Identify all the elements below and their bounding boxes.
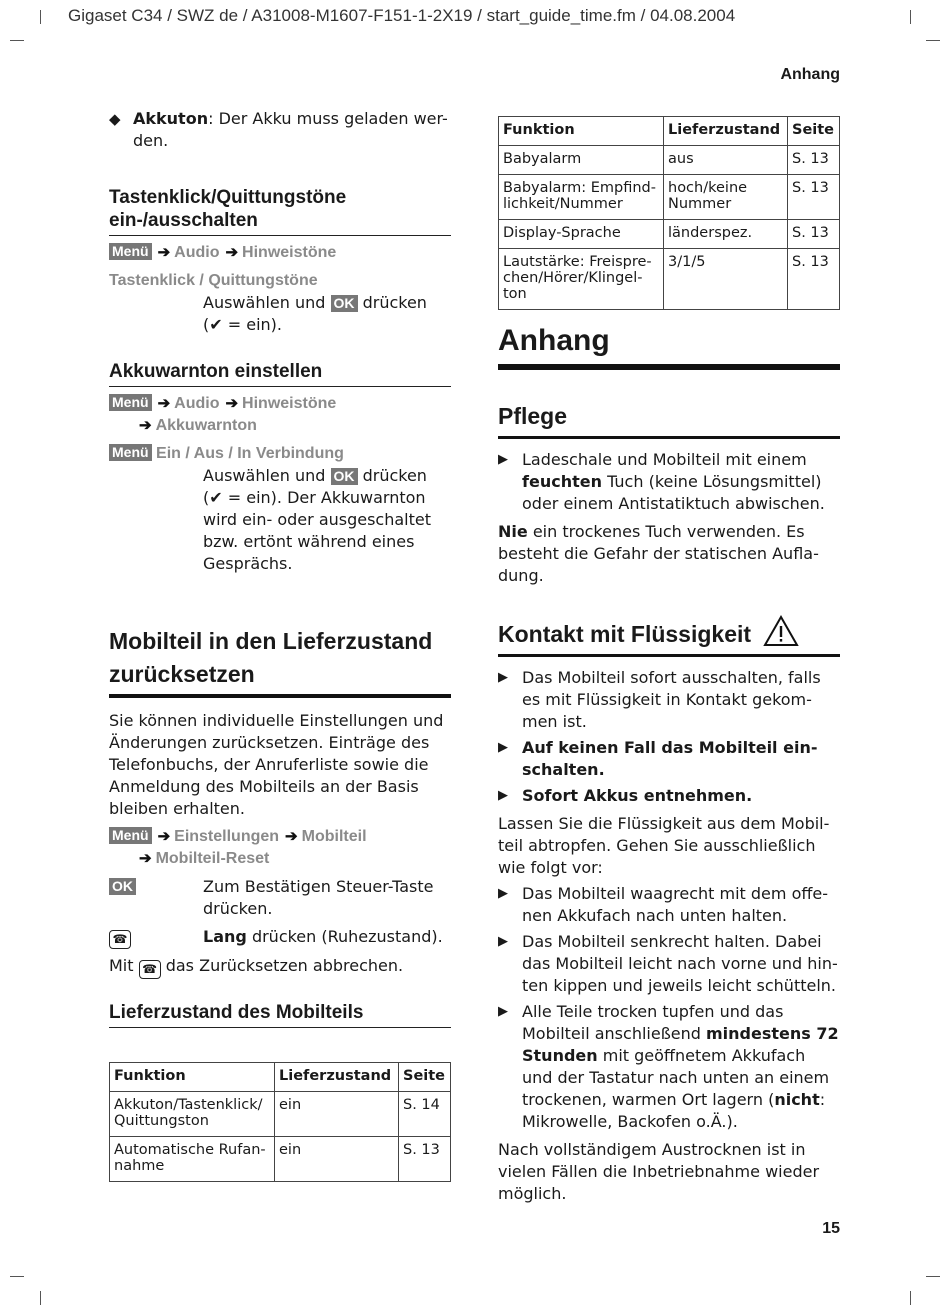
option-list: Menü Ein / Aus / In Verbindung [109, 443, 451, 465]
arrow-right-icon: ➔ [157, 244, 171, 261]
list-item: ▶ Auf keinen Fall das Mobilteil ein-schalten. [498, 738, 818, 779]
arrow-right-icon: ➔ [225, 244, 239, 261]
table-row: Automatische Rufan-nahme ein S. 13 [110, 1137, 451, 1182]
arrow-right-icon: ➔ [139, 850, 152, 867]
end-call-key-icon: ☎ [109, 930, 131, 949]
section-title: Tastenklick/Quittungstöne ein-/ausschalten [109, 186, 451, 236]
arrow-right-icon: ➔ [285, 828, 298, 845]
menu-path [109, 826, 451, 870]
paragraph: Nach vollständigem Austrocknen ist in vielen Fällen die Inbetriebnahme wieder möglich. [498, 1140, 820, 1203]
akkuton-term: Akkuton [133, 109, 209, 128]
menu-item: Audio [174, 244, 220, 261]
instruction: Auswählen und OK drücken (✔ = ein). Der Akkuwarnton wird ein- oder ausgeschaltet bzw. ertönt während eines Gesprächs. [203, 466, 432, 573]
menu-path [109, 393, 451, 437]
cancel-note: Mit ☎ das Zurücksetzen abbrechen. [109, 955, 451, 979]
end-call-key-icon: ☎ [139, 960, 161, 979]
option: In Verbindung [237, 445, 344, 462]
instruction: Auswählen und OK drücken (✔ = ein). [203, 293, 427, 334]
menu-item: Mobilteil-Reset [155, 850, 270, 867]
menu-item: Akkuwarnton [155, 417, 257, 434]
ok-key: OK [331, 468, 358, 485]
paragraph: Sie können individuelle Einstellungen und Änderungen zurücksetzen. Einträge des Telefonbuchs, der Anruferliste sowie die Anmeldung des Mobilteils an der Basis bleiben erhalten. [109, 711, 444, 818]
option: Ein [156, 445, 181, 462]
menu-path [109, 242, 451, 264]
key-instruction: ☎ Lang drücken (Ruhezustand). [109, 926, 451, 949]
menu-key: Menü [109, 827, 152, 844]
akkuton-text: : Der Akku muss geladen wer-den. [133, 109, 448, 150]
page-number: 15 [822, 1220, 840, 1237]
list-item: ▶ Das Mobilteil senkrecht halten. Dabei das Mobilteil leicht nach vorne und hin-ten kippen und jeweils leicht schütteln. [498, 932, 838, 995]
right-column [498, 116, 840, 1205]
option-list: Tastenklick / Quittungstöne [109, 272, 318, 289]
left-column [109, 108, 451, 1182]
menu-item: Mobilteil [301, 828, 367, 845]
table-header-row: Funktion Lieferzustand Seite [110, 1063, 451, 1092]
arrow-right-icon: ➔ [157, 395, 171, 412]
table-header-row: Funktion Lieferzustand Seite [499, 117, 840, 146]
crop-mark [910, 10, 911, 24]
menu-key: Menü [109, 243, 152, 260]
default-settings-table [109, 1062, 451, 1182]
triangle-bullet-icon: ▶ [498, 740, 508, 755]
triangle-bullet-icon: ▶ [498, 886, 508, 901]
paragraph: Nie ein trockenes Tuch verwenden. Es besteht die Gefahr der statischen Aufla-dung. [498, 522, 819, 585]
list-item: ▶ Sofort Akkus entnehmen. [498, 786, 753, 805]
menu-item: Audio [174, 395, 220, 412]
option: Aus [193, 445, 224, 462]
menu-item: Hinweistöne [242, 395, 337, 412]
arrow-right-icon: ➔ [225, 395, 239, 412]
triangle-bullet-icon: ▶ [498, 670, 508, 685]
list-item: ▶ Alle Teile trocken tupfen und das Mobilteil anschließend mindestens 72 Stunden mit geöffnetem Akkufach und der Tastatur nach unten an einem trockenen, warmen Ort lagern (nicht: Mikrowelle, Backofen o.Ä.). [498, 1002, 839, 1131]
table-row: Babyalarm: Empfind-lichkeit/Nummer hoch/keine Nummer S. 13 [499, 175, 840, 220]
running-header: Gigaset C34 / SWZ de / A31008-M1607-F151-1-2X19 / start_guide_time.fm / 04.08.2004 [68, 6, 736, 25]
crop-mark [10, 1276, 24, 1277]
chapter-title: Anhang [498, 322, 840, 370]
crop-mark [40, 10, 41, 24]
triangle-bullet-icon: ▶ [498, 934, 508, 949]
arrow-right-icon: ➔ [157, 828, 171, 845]
list-item: ▶ Das Mobilteil waagrecht mit dem offe-nen Akkufach nach unten halten. [498, 884, 828, 925]
section-title: Kontakt mit Flüssigkeit [498, 615, 840, 657]
triangle-bullet-icon: ▶ [498, 452, 508, 467]
menu-item: Einstellungen [174, 828, 280, 845]
checkmark-icon: ✔ [209, 488, 223, 507]
paragraph: Lassen Sie die Flüssigkeit aus dem Mobil-teil abtropfen. Gehen Sie ausschließlich wie folgt vor: [498, 814, 830, 877]
crop-mark [10, 40, 24, 41]
instruction: Zum Bestätigen Steuer-Taste drücken. [203, 877, 434, 918]
crop-mark [910, 1291, 911, 1305]
section-title: Pflege [498, 400, 840, 439]
option: Quittungstöne [208, 272, 318, 289]
menu-key: Menü [109, 394, 152, 411]
arrow-right-icon: ➔ [139, 417, 152, 434]
option: Tastenklick [109, 272, 195, 289]
menu-item: Hinweistöne [242, 244, 337, 261]
warning-triangle-icon [763, 615, 799, 647]
ok-key: OK [331, 295, 358, 312]
triangle-bullet-icon: ▶ [498, 788, 508, 803]
crop-mark [926, 1276, 940, 1277]
key-instruction [109, 876, 451, 920]
section-title: Akkuwarnton einstellen [109, 360, 451, 387]
ok-key: OK [109, 878, 136, 895]
crop-mark [926, 40, 940, 41]
table-row: Display-Sprache länderspez. S. 13 [499, 220, 840, 249]
section-header: Anhang [780, 66, 840, 83]
checkmark-icon: ✔ [209, 315, 223, 334]
akkuton-item [109, 108, 451, 152]
section-title: Lieferzustand des Mobilteils [109, 1001, 451, 1028]
table-row: Lautstärke: Freispre-chen/Hörer/Klingel-ton 3/1/5 S. 13 [499, 249, 840, 310]
list-item: ▶ Das Mobilteil sofort ausschalten, falls es mit Flüssigkeit in Kontakt gekom-men ist. [498, 668, 821, 731]
diamond-bullet-icon: ◆ [109, 110, 121, 128]
triangle-bullet-icon: ▶ [498, 1004, 508, 1019]
table-row: Babyalarm aus S. 13 [499, 146, 840, 175]
table-row: Akkuton/Tastenklick/ Quittungston ein S. 14 [110, 1092, 451, 1137]
default-settings-table [498, 116, 840, 310]
crop-mark [40, 1291, 41, 1305]
chapter-title: Mobilteil in den Lieferzustand zurücksetzen [109, 625, 451, 698]
list-item: ▶ Ladeschale und Mobilteil mit einem feuchten Tuch (keine Lösungsmittel) oder einem Antistatiktuch abwischen. [498, 450, 825, 513]
menu-key: Menü [109, 444, 152, 461]
